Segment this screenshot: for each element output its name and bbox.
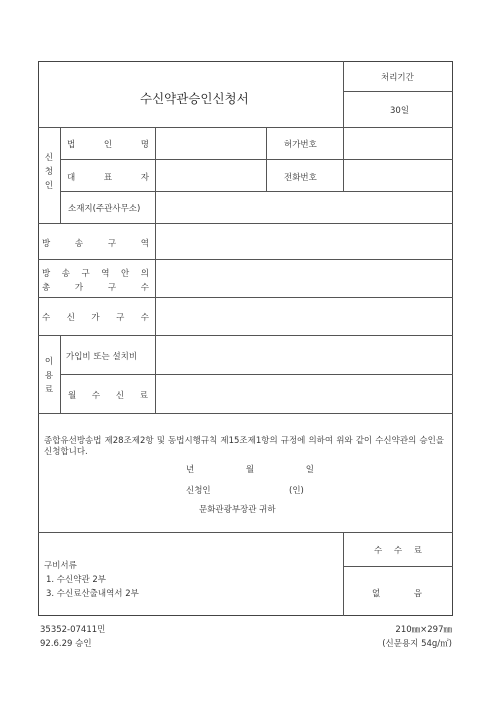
applicant-mid-divider xyxy=(266,127,267,191)
license-number-field[interactable] xyxy=(344,128,452,158)
receiving-households-field[interactable] xyxy=(156,298,452,334)
install-fee-label: 가입비 또는 설치비 xyxy=(66,352,138,362)
applicant-group-label: 신 청 인 xyxy=(44,153,54,191)
applicant-group-divider xyxy=(60,127,61,223)
addressee: 문화관광부장관 귀하 xyxy=(199,505,276,515)
fee-label: 수 수 료 xyxy=(374,546,422,556)
representative-label: 대 표 자 xyxy=(67,173,149,183)
receiving-households-label: 수 신 가 구 수 xyxy=(42,313,149,323)
processing-period-value: 30일 xyxy=(390,106,410,116)
address-label: 소재지(주관사무소) xyxy=(68,204,141,214)
processing-split xyxy=(343,91,453,92)
phone-number-label: 전화번호 xyxy=(284,173,317,183)
processing-period-label: 처리기간 xyxy=(381,73,414,83)
declaration-text: 종합유선방송법 제28조제2항 및 동법시행규칙 제15조제1항의 규정에 의하여 위와 같이 수신약관의 승인을 신청합니다. xyxy=(44,436,444,457)
address-field[interactable] xyxy=(156,192,452,222)
applicant-signature-label: 신청인 xyxy=(186,486,211,496)
fees-bottom-divider xyxy=(38,413,453,414)
fee-box-split xyxy=(343,566,453,567)
corp-name-label: 법 인 명 xyxy=(67,140,149,150)
date-line: 년 월 일 xyxy=(186,465,314,475)
attachment-item: 1. 수신약관 2부 xyxy=(46,575,106,585)
form-title: 수신약관승인신청서 xyxy=(140,91,249,106)
total-households-label-line1: 방 송 구 역 안 의 xyxy=(42,269,149,279)
total-households-field[interactable] xyxy=(156,260,452,296)
paper-type: (신문용지 54g/㎡) xyxy=(382,639,452,649)
fees-group-label: 이 용 료 xyxy=(44,357,54,395)
fee-value: 없 음 xyxy=(372,589,422,599)
license-number-label: 허가번호 xyxy=(284,140,317,150)
bottom-section-divider xyxy=(38,532,453,533)
broadcast-area-label: 방 송 구 역 xyxy=(42,239,149,249)
approval-date: 92.6.29 승인 xyxy=(40,639,92,649)
seal-label: (인) xyxy=(289,486,304,496)
monthly-fee-label: 월 수 신 료 xyxy=(68,391,148,401)
monthly-fee-field[interactable] xyxy=(156,375,452,412)
broadcast-area-field[interactable] xyxy=(156,224,452,258)
total-households-label-line2: 총 가 구 수 xyxy=(42,283,149,293)
paper-size: 210㎜×297㎜ xyxy=(395,625,452,635)
representative-field[interactable] xyxy=(156,160,265,190)
processing-divider xyxy=(343,61,344,127)
fee-box-divider xyxy=(343,532,344,616)
phone-number-field[interactable] xyxy=(344,160,452,190)
corp-name-field[interactable] xyxy=(156,128,265,158)
form-number: 35352-07411민 xyxy=(40,625,106,635)
attachments-heading: 구비서류 xyxy=(44,561,77,571)
install-fee-field[interactable] xyxy=(156,336,452,373)
attachment-item: 3. 수신료산출내역서 2부 xyxy=(46,589,139,599)
